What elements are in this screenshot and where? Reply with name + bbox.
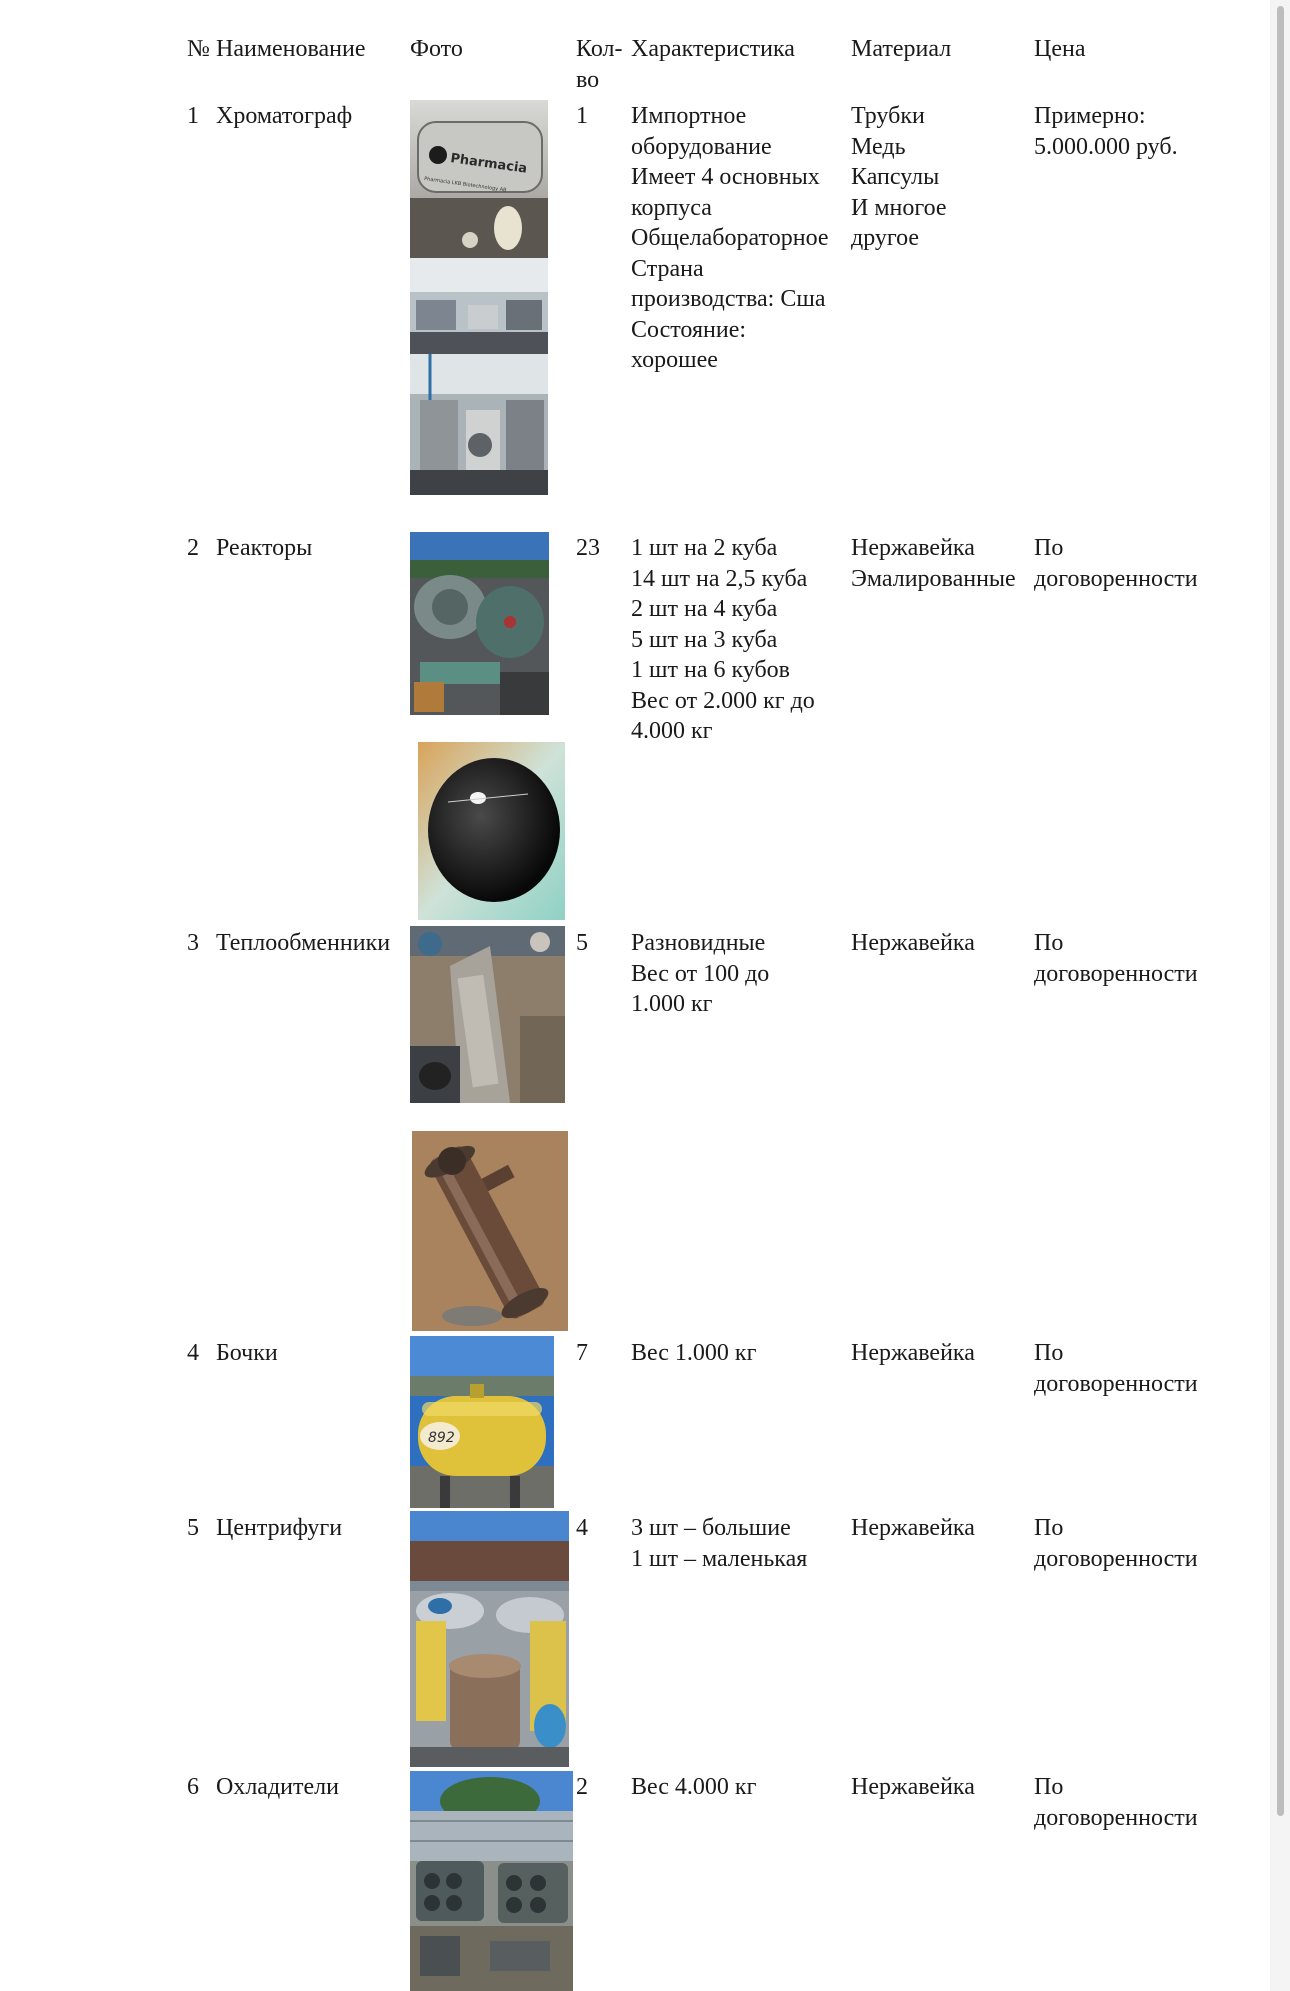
vertical-scrollbar[interactable]	[1270, 0, 1290, 1991]
row-name: Реакторы	[216, 535, 313, 561]
row-name: Бочки	[216, 1340, 278, 1366]
row-material: Нержавейка	[851, 930, 975, 956]
row-material: Нержавейка	[851, 1515, 975, 1541]
chromatograph-brand-text: Pharmacia	[449, 151, 529, 177]
header-name: Наименование	[216, 36, 366, 62]
row-num: 6	[187, 1774, 199, 1800]
row-material: Трубки Медь Капсулы И многое другое	[851, 103, 947, 251]
row-num: 4	[187, 1340, 199, 1366]
row-num: 3	[187, 930, 199, 956]
row-material: Нержавейка Эмалированные	[851, 535, 1016, 592]
barrel-number-text: 892	[428, 1430, 455, 1446]
row-material: Нержавейка	[851, 1774, 975, 1800]
row-price: По договоренности	[1034, 930, 1198, 987]
row-qty: 5	[576, 930, 588, 956]
row-qty: 7	[576, 1340, 588, 1366]
row-spec: 3 шт – большие 1 шт – маленькая	[631, 1515, 808, 1572]
row-spec: 1 шт на 2 куба 14 шт на 2,5 куба 2 шт на 4 куба 5 шт на 3 куба 1 шт на 6 кубов Вес от 2.000 кг до 4.000 кг	[631, 535, 815, 744]
row-price: По договоренности	[1034, 1515, 1198, 1572]
barrel-photo	[410, 1336, 554, 1508]
row-price: Примерно: 5.000.000 руб.	[1034, 103, 1178, 160]
heat-exchanger-photo-1	[410, 926, 565, 1103]
header-num: №	[187, 36, 210, 62]
row-qty: 23	[576, 535, 600, 561]
header-spec: Характеристика	[631, 36, 795, 62]
row-name: Центрифуги	[216, 1515, 343, 1541]
row-num: 5	[187, 1515, 199, 1541]
row-qty: 1	[576, 103, 588, 129]
header-material: Материал	[851, 36, 952, 62]
row-qty: 4	[576, 1515, 588, 1541]
chromatograph-brand-subtext: Pharmacia LKB Biotechnology AB	[423, 176, 507, 194]
cooler-photo	[410, 1771, 573, 1991]
scrollbar-thumb[interactable]	[1277, 6, 1284, 1816]
row-spec: Вес 4.000 кг	[631, 1774, 757, 1800]
row-spec: Разновидные Вес от 100 до 1.000 кг	[631, 930, 770, 1017]
heat-exchanger-photo-2	[412, 1131, 568, 1331]
row-qty: 2	[576, 1774, 588, 1800]
row-price: По договоренности	[1034, 1774, 1198, 1831]
reactor-photo-1	[410, 532, 549, 715]
reactor-photo-2	[418, 742, 565, 920]
row-spec: Импортное оборудование Имеет 4 основных корпуса Общелабораторное Страна производства: Сша Состояние: хорошее	[631, 103, 829, 373]
row-name: Охладители	[216, 1774, 339, 1800]
chromatograph-photo	[410, 100, 548, 495]
header-photo: Фото	[410, 36, 463, 62]
row-name: Теплообменники	[216, 930, 391, 956]
header-price: Цена	[1034, 36, 1086, 62]
row-name: Хроматограф	[216, 103, 353, 129]
row-spec: Вес 1.000 кг	[631, 1340, 757, 1366]
row-price: По договоренности	[1034, 1340, 1198, 1397]
row-num: 1	[187, 103, 199, 129]
row-price: По договоренности	[1034, 535, 1198, 592]
centrifuge-photo	[410, 1511, 569, 1767]
row-num: 2	[187, 535, 199, 561]
row-material: Нержавейка	[851, 1340, 975, 1366]
header-qty: Кол- во	[576, 36, 623, 93]
